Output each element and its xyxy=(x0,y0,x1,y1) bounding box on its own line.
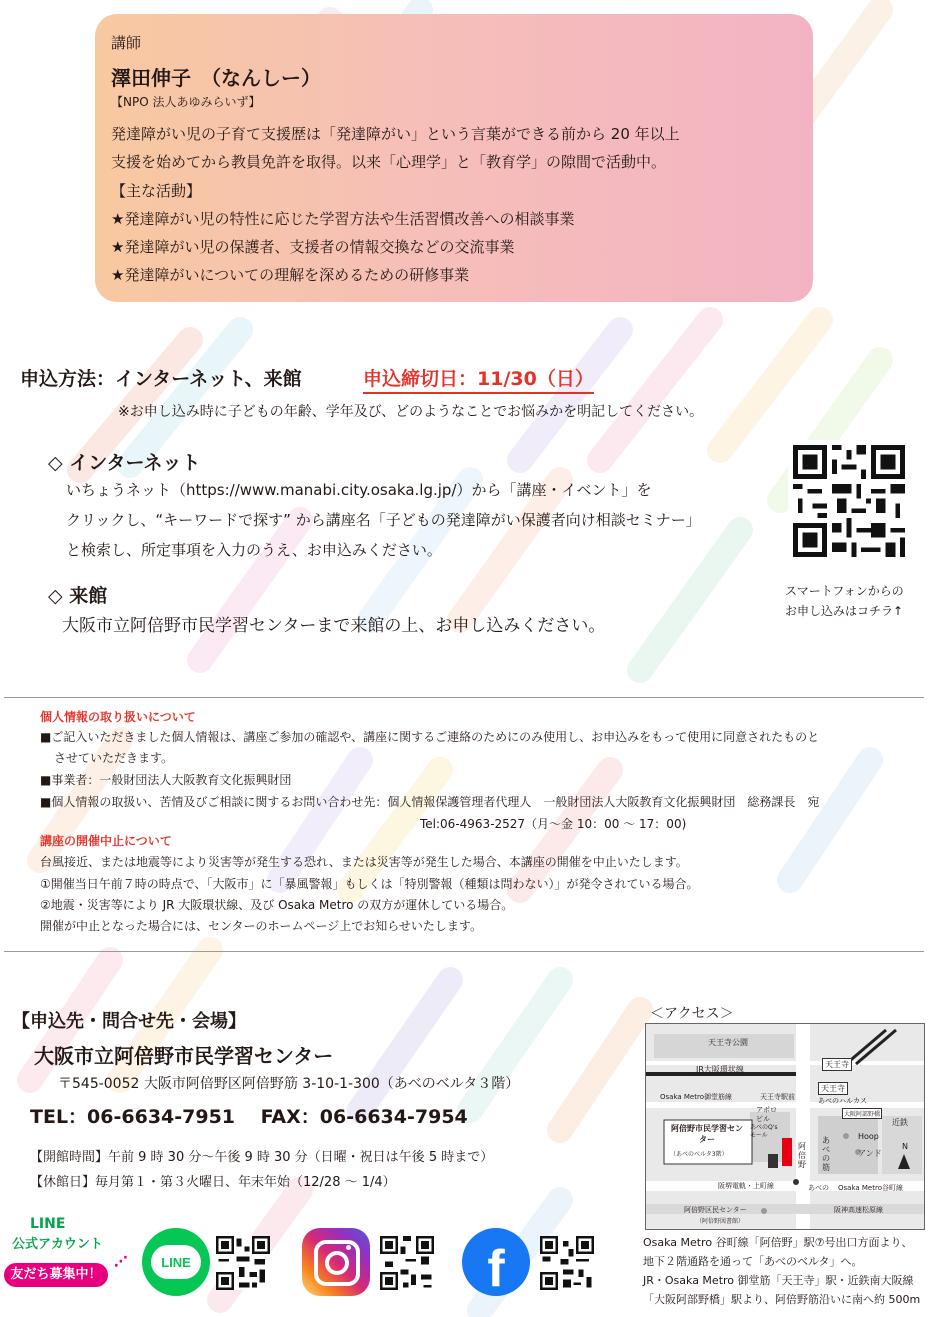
activity-item: ★発達障がい児の特性に応じた学習方法や生活習慣改善への相談事業 xyxy=(111,210,575,228)
map-label: 天王寺駅前 xyxy=(760,1093,795,1101)
visit-line: 大阪市立阿倍野市民学習センターまで来館の上、お申し込みください。 xyxy=(62,616,606,636)
friends-badge[interactable]: 友だち募集中！ xyxy=(4,1263,108,1287)
map-label: Osaka Metro谷町線 xyxy=(838,1184,903,1192)
map-label: 阿倍野区民センター xyxy=(684,1206,747,1214)
line-icon-text: LINE xyxy=(151,1245,201,1279)
visit-heading: ◇ 来館 xyxy=(48,585,108,607)
cancel-line: ②地震・災害等により JR 大阪環状線、及び Osaka Metro の双方が運休している場合。 xyxy=(40,898,514,912)
sparkle-icon: ⋰ xyxy=(114,1254,128,1270)
map-label: 大阪阿部野橋 xyxy=(842,1108,882,1119)
map-label: JR大阪環状線 xyxy=(696,1065,744,1074)
map-label: アンド xyxy=(858,1149,882,1158)
cancel-line: ①開催当日午前７時の時点で、「大阪市」に「暴風警報」もしくは「特別警報（種類は問わない）」が発令されている場合。 xyxy=(40,877,699,891)
map-label: 近鉄 xyxy=(892,1118,908,1127)
instagram-icon[interactable] xyxy=(302,1228,370,1296)
access-map xyxy=(645,1023,925,1230)
privacy-line: ■事業者：一般財団法人大阪教育文化振興財団 xyxy=(40,773,292,787)
map-label: あべの筋 xyxy=(822,1136,830,1172)
cancel-line: 台風接近、または地震等により災害等が発生する恐れ、または災害等が発生した場合、本講座の開催を中止いたします。 xyxy=(40,855,688,869)
instructor-bio-line: 支援を始めてから教員免許を取得。以来「心理学」と「教育学」の隙間で活動中。 xyxy=(111,153,667,171)
map-label: （あべのベルタ3階） xyxy=(670,1151,728,1158)
apply-deadline: 申込締切日：11/30（日） xyxy=(363,364,594,394)
internet-heading: ◇ インターネット xyxy=(48,452,201,474)
activity-item: ★発達障がい児の保護者、支援者の情報交換などの交流事業 xyxy=(111,238,515,256)
qr-caption: お申し込みはコチラ↑ xyxy=(785,604,904,618)
facebook-icon[interactable]: f xyxy=(462,1228,530,1296)
map-label: あべのQ'sモール xyxy=(750,1124,778,1139)
map-label: 天王寺公園 xyxy=(708,1038,748,1047)
map-label: （阿倍野図書館） xyxy=(696,1218,745,1225)
map-label: N xyxy=(902,1142,908,1151)
map-label: 阪神高速松原線 xyxy=(834,1206,883,1214)
map-label: Osaka Metro御堂筋線 xyxy=(660,1093,732,1101)
access-text: JR・Osaka Metro 御堂筋「天王寺」駅・近鉄南大阪線 xyxy=(643,1274,914,1287)
qr-caption: スマートフォンからの xyxy=(785,584,904,598)
instructor-org: 【NPO 法人あゆみらいず】 xyxy=(111,95,261,109)
privacy-heading: 個人情報の取り扱いについて xyxy=(40,710,196,724)
internet-line: と検索し、所定事項を入力のうえ、お申込みください。 xyxy=(66,541,442,559)
map-label: 阿倍野市民学習センター xyxy=(671,1124,743,1144)
cancel-line: 開催が中止となった場合には、センターのホームページ上でお知らせいたします。 xyxy=(40,919,482,933)
instagram-qr-code[interactable] xyxy=(380,1236,434,1290)
apply-qr-code[interactable] xyxy=(788,440,910,562)
map-label: あべの xyxy=(808,1184,829,1192)
privacy-line: ■ご記入いただきました個人情報は、講座ご参加の確認や、講座に関するご連絡のためにのみ使用し、お申込みをもって使用に同意されたものと xyxy=(40,730,820,744)
map-label: アポロビル xyxy=(756,1106,777,1123)
map-label: 天王寺 xyxy=(822,1058,852,1071)
privacy-line: させていただきます。 xyxy=(54,751,174,765)
map-label: 阪堺電軌・上町線 xyxy=(718,1182,774,1190)
map-label: 阿倍野 xyxy=(798,1142,806,1169)
venue-heading: 【申込先・問合せ先・会場】 xyxy=(12,1011,246,1032)
access-heading: ＜アクセス＞ xyxy=(650,1006,734,1022)
apply-method: 申込方法：インターネット、来館 xyxy=(20,368,302,390)
divider xyxy=(4,697,924,698)
internet-line: クリックし、“キーワードで探す” から講座名「子どもの発達障がい保護者向け相談セミナー」 xyxy=(66,511,701,529)
instructor-role: 講師 xyxy=(111,34,142,52)
instructor-bio-line: 発達障がい児の子育て支援歴は「発達障がい」という言葉ができる前から 20 年以上 xyxy=(111,125,680,143)
map-label: Hoop xyxy=(858,1132,879,1141)
privacy-line: ■個人情報の取扱い、苦情及びご相談に関するお問い合わせ先：個人情報保護管理者代理人 一般財団法人大阪教育文化振興財団 総務課長 宛 xyxy=(40,795,820,809)
venue-address: 〒545-0052 大阪市阿倍野区阿倍野筋 3-10-1-300（あべのベルタ３階） xyxy=(58,1076,520,1092)
line-icon[interactable] xyxy=(142,1228,210,1296)
venue-closed: 【休館日】毎月第１・第３火曜日、年末年始（12/28 ～ 1/4） xyxy=(30,1175,396,1190)
access-text: 「大阪阿部野橋」駅より、阿倍野筋沿いに南へ約 500m xyxy=(643,1293,921,1306)
facebook-qr-code[interactable] xyxy=(540,1236,594,1290)
activity-item: ★発達障がいについての理解を深めるための研修事業 xyxy=(111,266,470,284)
line-account-label: LINE xyxy=(30,1216,66,1232)
instructor-name: 澤田伸子 （なんしー） xyxy=(111,66,321,90)
map-label: 天王寺 xyxy=(818,1082,848,1095)
activities-heading: 【主な活動】 xyxy=(111,182,202,200)
internet-line: いちょうネット（https://www.manabi.city.osaka.lg.jp/）から「講座・イベント」を xyxy=(66,481,652,499)
privacy-contact-tel: Tel:06-4963-2527（月～金 10：00 ～ 17：00) xyxy=(420,817,687,831)
cancel-heading: 講座の開催中止について xyxy=(40,834,172,848)
venue-name: 大阪市立阿倍野市民学習センター xyxy=(34,1044,334,1068)
line-account-label: 公式アカウント xyxy=(12,1237,103,1252)
venue-hours: 【開館時間】午前 9 時 30 分～午後 9 時 30 分（日曜・祝日は午後 5 時まで） xyxy=(30,1150,494,1165)
access-text: 地下２階通路を通って「あべのベルタ」へ。 xyxy=(643,1255,863,1268)
divider xyxy=(4,951,924,952)
map-label: あべのハルカス xyxy=(818,1097,867,1105)
venue-tel-fax: TEL：06-6634-7951 FAX：06-6634-7954 xyxy=(30,1106,468,1128)
line-qr-code[interactable] xyxy=(216,1236,270,1290)
access-text: Osaka Metro 谷町線「阿倍野」駅⑦号出口方面より、 xyxy=(643,1236,913,1249)
apply-note: ※お申し込み時に子どもの年齢、学年及び、どのようなことでお悩みかを明記してください。 xyxy=(118,404,704,420)
